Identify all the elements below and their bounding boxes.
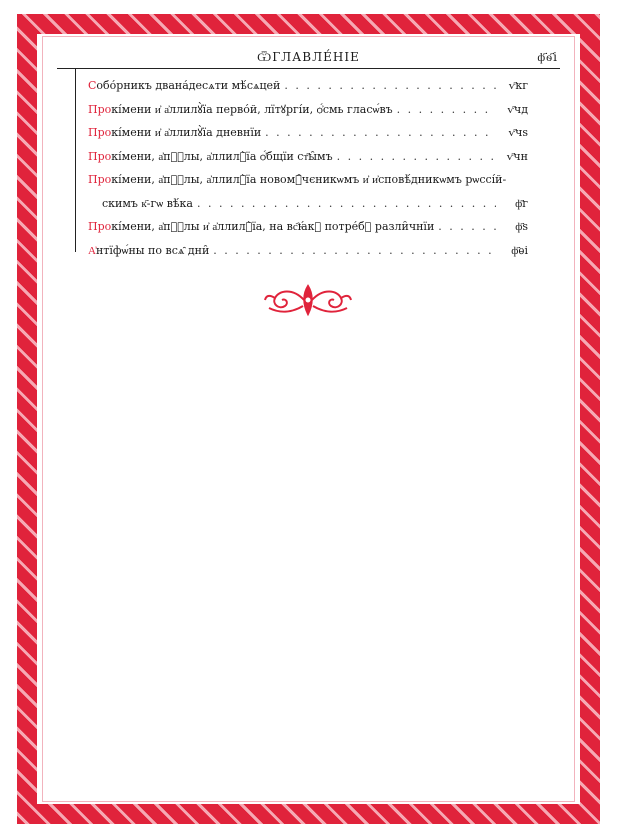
toc-entry-initial: Про — [88, 220, 112, 233]
toc-entry-initial: Про — [88, 102, 112, 116]
toc-entry-page: ѵ҃кг — [508, 79, 528, 92]
toc-leader-dots — [284, 74, 496, 98]
toc-entry[interactable] — [88, 98, 528, 122]
toc-leader-dots — [197, 192, 496, 216]
toc-entry[interactable] — [88, 168, 528, 192]
page-header — [57, 50, 560, 68]
toc-entry-initial: Про — [88, 149, 112, 163]
toc-entry-page: ѵ҃чѕ — [508, 126, 528, 139]
toc-entry-text — [88, 98, 393, 122]
toc-entry[interactable] — [88, 215, 528, 239]
toc-entry-title: кі́мени, а҆пⷭ҇лы, а҆ллилꙋ̀їа новомꙋ̑чєникѡмъ и҆ и҆сповѣ́дникѡмъ рѡссі́й- — [111, 173, 507, 186]
toc-entry-text — [88, 121, 261, 145]
toc-entry[interactable] — [88, 74, 528, 98]
toc-entry-initial: С — [88, 79, 97, 92]
toc-entry[interactable] — [88, 121, 528, 145]
toc-entry-continuation[interactable] — [88, 192, 528, 216]
toc-entry-text — [88, 168, 506, 192]
toc-leader-dots — [265, 121, 496, 145]
toc-entry-title: кі́мени и҆ а҆ллилꙋ̀їа перво́й, лїтꙋргі́и, ѻ҆́смь гласѡ́въ — [111, 102, 393, 116]
toc-entry[interactable] — [88, 239, 528, 263]
toc-entry-title: кі́мени, а҆пⷭ҇лы, а҆ллилꙋ̀їа ѻ҆́бщїи ст҃ы̑мъ — [111, 149, 333, 163]
toc-entry-initial: Про — [88, 173, 112, 186]
toc-leader-dots — [438, 215, 496, 239]
toc-entry-title: нтїфѡ́ны по всѧ̑ дни̑ — [95, 243, 210, 257]
toc-entry-text — [88, 239, 209, 263]
table-of-contents — [88, 74, 528, 262]
toc-leader-dots — [213, 239, 496, 263]
toc-entry-title: обо́рникъ двана́десѧти мѣ́сѧцей — [96, 79, 281, 92]
toc-entry[interactable] — [88, 145, 528, 169]
toc-entry-page: ф҃ѕ — [515, 220, 528, 233]
page-title: ѾГЛАВЛЕ́НІЕ — [257, 50, 360, 64]
toc-entry-page: ѵ҃чн — [506, 149, 528, 163]
toc-entry-initial: Про — [88, 126, 112, 139]
margin-rule — [75, 68, 76, 252]
toc-entry-title: кі́мени, а҆пⷭ҇лы и҆ а҆ллилꙋ̀їа, на вс҄ꙗ́кꙋ потре́бꙋ разли̑чнїи — [111, 220, 435, 233]
toc-entry-text — [102, 192, 193, 216]
toc-entry-page: ф҃ѳі — [511, 243, 528, 257]
toc-leader-dots — [397, 98, 496, 122]
toc-leader-dots — [337, 145, 496, 169]
toc-entry-page: ф҃г — [515, 196, 528, 210]
toc-entry-title: скимъ к҃-гѡ вѣ́ка — [102, 196, 193, 210]
toc-entry-text — [88, 215, 434, 239]
floral-headpiece-ornament-icon — [263, 282, 353, 318]
header-rule — [57, 68, 560, 69]
toc-entry-title: кі́мени и҆ а҆ллилꙋ̀їа дневнїи — [111, 126, 262, 139]
toc-entry-initial: А҆ — [88, 243, 96, 257]
toc-entry-text — [88, 145, 333, 169]
toc-entry-text — [88, 74, 280, 98]
page-number: ф҃ѳ҃і — [537, 50, 558, 64]
toc-entry-page: ѵ҃чд — [507, 102, 528, 116]
